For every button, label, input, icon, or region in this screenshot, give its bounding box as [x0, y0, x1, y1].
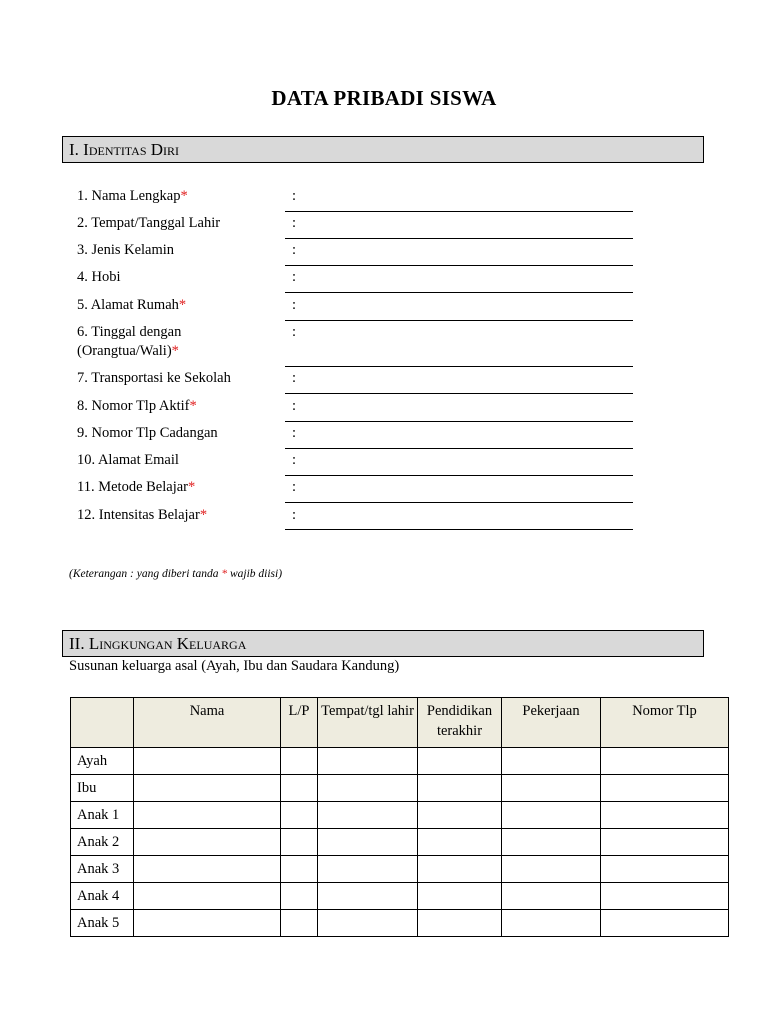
family-table-caption: Susunan keluarga asal (Ayah, Ibu dan Saudara Kandung): [69, 658, 400, 674]
field-colon: :: [292, 215, 297, 231]
table-cell[interactable]: [281, 910, 318, 937]
table-cell[interactable]: [318, 802, 418, 829]
field-input-transportasi[interactable]: [285, 393, 633, 394]
field-colon: :: [292, 425, 297, 441]
family-table-body: [71, 748, 729, 937]
field-input-alamat-email[interactable]: [285, 475, 633, 476]
field-colon: :: [292, 269, 297, 285]
section-heading-identitas: I. Identitas Diri: [62, 136, 704, 163]
table-header-nama: Nama: [134, 698, 281, 748]
table-cell[interactable]: [134, 910, 281, 937]
table-row-label: Anak 3: [71, 856, 134, 883]
field-input-nomor-tlp-cadangan[interactable]: [285, 448, 633, 449]
table-header-nomor-tlp: Nomor Tlp: [601, 698, 729, 748]
table-row: [71, 910, 729, 937]
field-label-hobi: 4. Hobi: [77, 269, 121, 285]
table-row: [71, 748, 729, 775]
table-cell[interactable]: [601, 883, 729, 910]
table-cell[interactable]: [601, 748, 729, 775]
table-row-label: Anak 2: [71, 829, 134, 856]
table-cell[interactable]: [281, 748, 318, 775]
table-cell[interactable]: [134, 802, 281, 829]
table-cell[interactable]: [134, 856, 281, 883]
field-input-nama-lengkap[interactable]: [285, 211, 633, 212]
field-label-tempat-tanggal-lahir: 2. Tempat/Tanggal Lahir: [77, 215, 221, 231]
table-cell[interactable]: [418, 748, 502, 775]
table-cell[interactable]: [418, 883, 502, 910]
table-cell[interactable]: [418, 829, 502, 856]
family-table: [70, 697, 729, 937]
table-row-label: Anak 4: [71, 883, 134, 910]
table-row: [71, 856, 729, 883]
table-cell[interactable]: [281, 883, 318, 910]
field-label-jenis-kelamin: 3. Jenis Kelamin: [77, 242, 175, 258]
field-input-hobi[interactable]: [285, 292, 633, 293]
table-cell[interactable]: [601, 802, 729, 829]
field-label-transportasi: 7. Transportasi ke Sekolah: [77, 370, 231, 386]
required-star: *: [221, 568, 228, 580]
field-input-metode-belajar[interactable]: [285, 502, 633, 503]
table-cell[interactable]: [502, 748, 601, 775]
field-input-alamat-rumah[interactable]: [285, 320, 633, 321]
field-colon: :: [292, 242, 297, 258]
page-title: DATA PRIBADI SISWA: [271, 86, 497, 110]
table-row-label: Anak 1: [71, 802, 134, 829]
table-cell[interactable]: [601, 829, 729, 856]
table-cell[interactable]: [281, 802, 318, 829]
table-cell[interactable]: [418, 802, 502, 829]
table-cell[interactable]: [418, 775, 502, 802]
table-cell[interactable]: [318, 829, 418, 856]
field-colon: :: [292, 324, 297, 340]
table-cell[interactable]: [134, 748, 281, 775]
table-cell[interactable]: [601, 775, 729, 802]
required-star: *: [180, 188, 188, 204]
table-row: [71, 802, 729, 829]
table-row: [71, 829, 729, 856]
table-cell[interactable]: [281, 856, 318, 883]
field-label-nomor-tlp-aktif: 8. Nomor Tlp Aktif*: [77, 398, 197, 414]
table-row: [71, 775, 729, 802]
table-cell[interactable]: [318, 856, 418, 883]
table-header-row: [71, 698, 729, 748]
table-cell[interactable]: [318, 775, 418, 802]
table-row: [71, 883, 729, 910]
table-cell[interactable]: [134, 775, 281, 802]
required-star: *: [178, 297, 187, 313]
table-cell[interactable]: [502, 856, 601, 883]
table-header-blank: [71, 698, 134, 748]
table-cell[interactable]: [281, 829, 318, 856]
field-colon: :: [292, 507, 297, 523]
section-heading-keluarga: II. Lingkungan Keluarga: [62, 630, 704, 657]
table-header-tempat-tgl-lahir: Tempat/tgl lahir: [318, 698, 418, 748]
field-input-intensitas-belajar[interactable]: [285, 529, 633, 530]
table-cell[interactable]: [281, 775, 318, 802]
table-cell[interactable]: [134, 883, 281, 910]
table-cell[interactable]: [502, 883, 601, 910]
field-colon: :: [292, 188, 297, 204]
required-star: *: [189, 398, 197, 414]
field-input-nomor-tlp-aktif[interactable]: [285, 421, 633, 422]
table-row-label: Ayah: [71, 748, 134, 775]
table-cell[interactable]: [134, 829, 281, 856]
field-input-tempat-tanggal-lahir[interactable]: [285, 238, 633, 239]
field-label-tinggal-dengan: 6. Tinggal dengan (Orangtua/Wali)*: [77, 324, 182, 359]
field-colon: :: [292, 297, 297, 313]
table-cell[interactable]: [502, 802, 601, 829]
table-cell[interactable]: [318, 748, 418, 775]
table-row-label: Anak 5: [71, 910, 134, 937]
table-cell[interactable]: [318, 883, 418, 910]
table-cell[interactable]: [502, 775, 601, 802]
table-header-lp: L/P: [281, 698, 318, 748]
table-header-pekerjaan: Pekerjaan: [502, 698, 601, 748]
field-colon: :: [292, 398, 297, 414]
field-colon: :: [292, 452, 297, 468]
table-cell[interactable]: [318, 910, 418, 937]
table-row-label: Ibu: [71, 775, 134, 802]
table-cell[interactable]: [418, 856, 502, 883]
required-star: *: [171, 343, 179, 359]
field-label-nomor-tlp-cadangan: 9. Nomor Tlp Cadangan: [77, 425, 218, 441]
table-cell[interactable]: [418, 910, 502, 937]
field-input-tinggal-dengan[interactable]: [285, 366, 633, 367]
field-label-alamat-rumah: 5. Alamat Rumah*: [77, 297, 187, 313]
required-star: *: [199, 507, 208, 523]
field-label-alamat-email: 10. Alamat Email: [77, 452, 179, 468]
field-input-jenis-kelamin[interactable]: [285, 265, 633, 266]
table-cell[interactable]: [502, 829, 601, 856]
field-label-intensitas-belajar: 12. Intensitas Belajar*: [77, 507, 208, 523]
table-header-pendidikan-terakhir: Pendidikan terakhir: [418, 698, 502, 748]
field-label-metode-belajar: 11. Metode Belajar*: [77, 479, 196, 495]
required-star: *: [188, 479, 196, 495]
table-cell[interactable]: [601, 910, 729, 937]
required-note: (Keterangan : yang diberi tanda * wajib diisi): [69, 568, 283, 580]
table-cell[interactable]: [502, 910, 601, 937]
field-label-nama-lengkap: 1. Nama Lengkap*: [77, 188, 188, 204]
field-colon: :: [292, 479, 297, 495]
field-colon: :: [292, 370, 297, 386]
table-cell[interactable]: [601, 856, 729, 883]
